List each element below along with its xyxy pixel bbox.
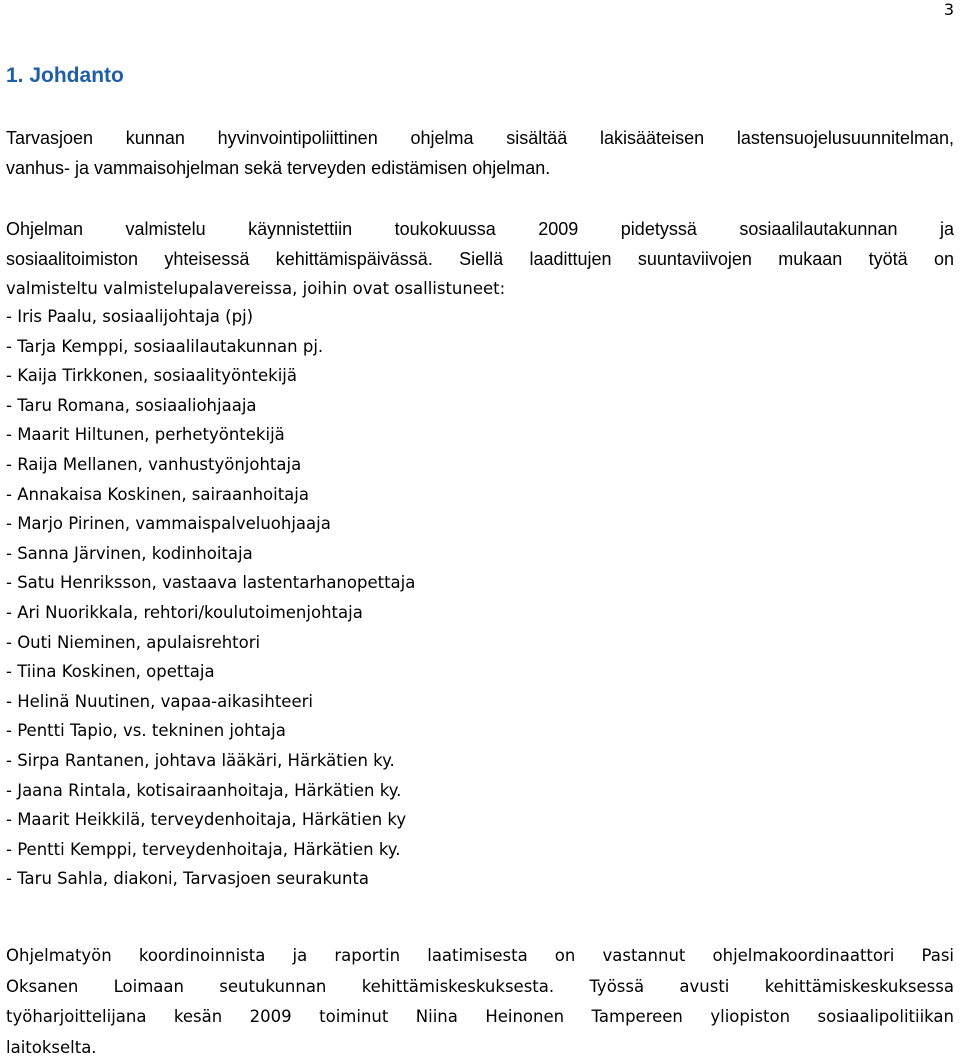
list-item: - Pentti Tapio, vs. tekninen johtaja [6, 716, 415, 746]
preparation-line: sosiaalitoimiston yhteisessä kehittämispäivässä. Siellä laadittujen suuntaviivojen mukaan työtä on [6, 245, 954, 275]
coordination-line: Oksanen Loimaan seutukunnan kehittämiskeskuksesta. Työssä avusti kehittämiskeskuksessa [6, 972, 954, 1003]
list-item: - Sanna Järvinen, kodinhoitaja [6, 539, 415, 569]
list-item: - Helinä Nuutinen, vapaa-aikasihteeri [6, 687, 415, 717]
intro-paragraph [6, 124, 954, 183]
participant-list [6, 302, 415, 894]
coordination-line: laitokselta. [6, 1033, 954, 1063]
coordination-line: työharjoittelijana kesän 2009 toiminut Niina Heinonen Tampereen yliopiston sosiaalipolitiikan [6, 1002, 954, 1033]
list-item: - Satu Henriksson, vastaava lastentarhanopettaja [6, 568, 415, 598]
coordination-line: Ohjelmatyön koordinoinnista ja raportin laatimisesta on vastannut ohjelmakoordinaattori Pasi [6, 941, 954, 972]
coordination-paragraph [6, 941, 954, 1063]
page-number: 3 [944, 0, 954, 19]
list-item: - Pentti Kemppi, terveydenhoitaja, Härkätien ky. [6, 835, 415, 865]
list-item: - Maarit Hiltunen, perhetyöntekijä [6, 420, 415, 450]
list-item: - Taru Sahla, diakoni, Tarvasjoen seurakunta [6, 864, 415, 894]
preparation-line: Ohjelman valmistelu käynnistettiin toukokuussa 2009 pidetyssä sosiaalilautakunnan ja [6, 215, 954, 245]
list-item: - Annakaisa Koskinen, sairaanhoitaja [6, 480, 415, 510]
list-item: - Kaija Tirkkonen, sosiaalityöntekijä [6, 361, 415, 391]
list-item: - Jaana Rintala, kotisairaanhoitaja, Härkätien ky. [6, 776, 415, 806]
list-item: - Tarja Kemppi, sosiaalilautakunnan pj. [6, 332, 415, 362]
preparation-paragraph [6, 215, 954, 304]
list-item: - Ari Nuorikkala, rehtori/koulutoimenjohtaja [6, 598, 415, 628]
preparation-line: valmisteltu valmistelupalavereissa, joihin ovat osallistuneet: [6, 274, 954, 304]
list-item: - Outi Nieminen, apulaisrehtori [6, 628, 415, 658]
intro-line: vanhus- ja vammaisohjelman sekä terveyden edistämisen ohjelman. [6, 154, 954, 184]
list-item: - Tiina Koskinen, opettaja [6, 657, 415, 687]
list-item: - Sirpa Rantanen, johtava lääkäri, Härkätien ky. [6, 746, 415, 776]
list-item: - Taru Romana, sosiaaliohjaaja [6, 391, 415, 421]
intro-line: Tarvasjoen kunnan hyvinvointipoliittinen ohjelma sisältää lakisääteisen lastensuojelusuunnitelman, [6, 124, 954, 154]
section-heading: 1. Johdanto [6, 64, 124, 88]
list-item: - Raija Mellanen, vanhustyönjohtaja [6, 450, 415, 480]
list-item: - Iris Paalu, sosiaalijohtaja (pj) [6, 302, 415, 332]
list-item: - Marjo Pirinen, vammaispalveluohjaaja [6, 509, 415, 539]
list-item: - Maarit Heikkilä, terveydenhoitaja, Härkätien ky [6, 805, 415, 835]
